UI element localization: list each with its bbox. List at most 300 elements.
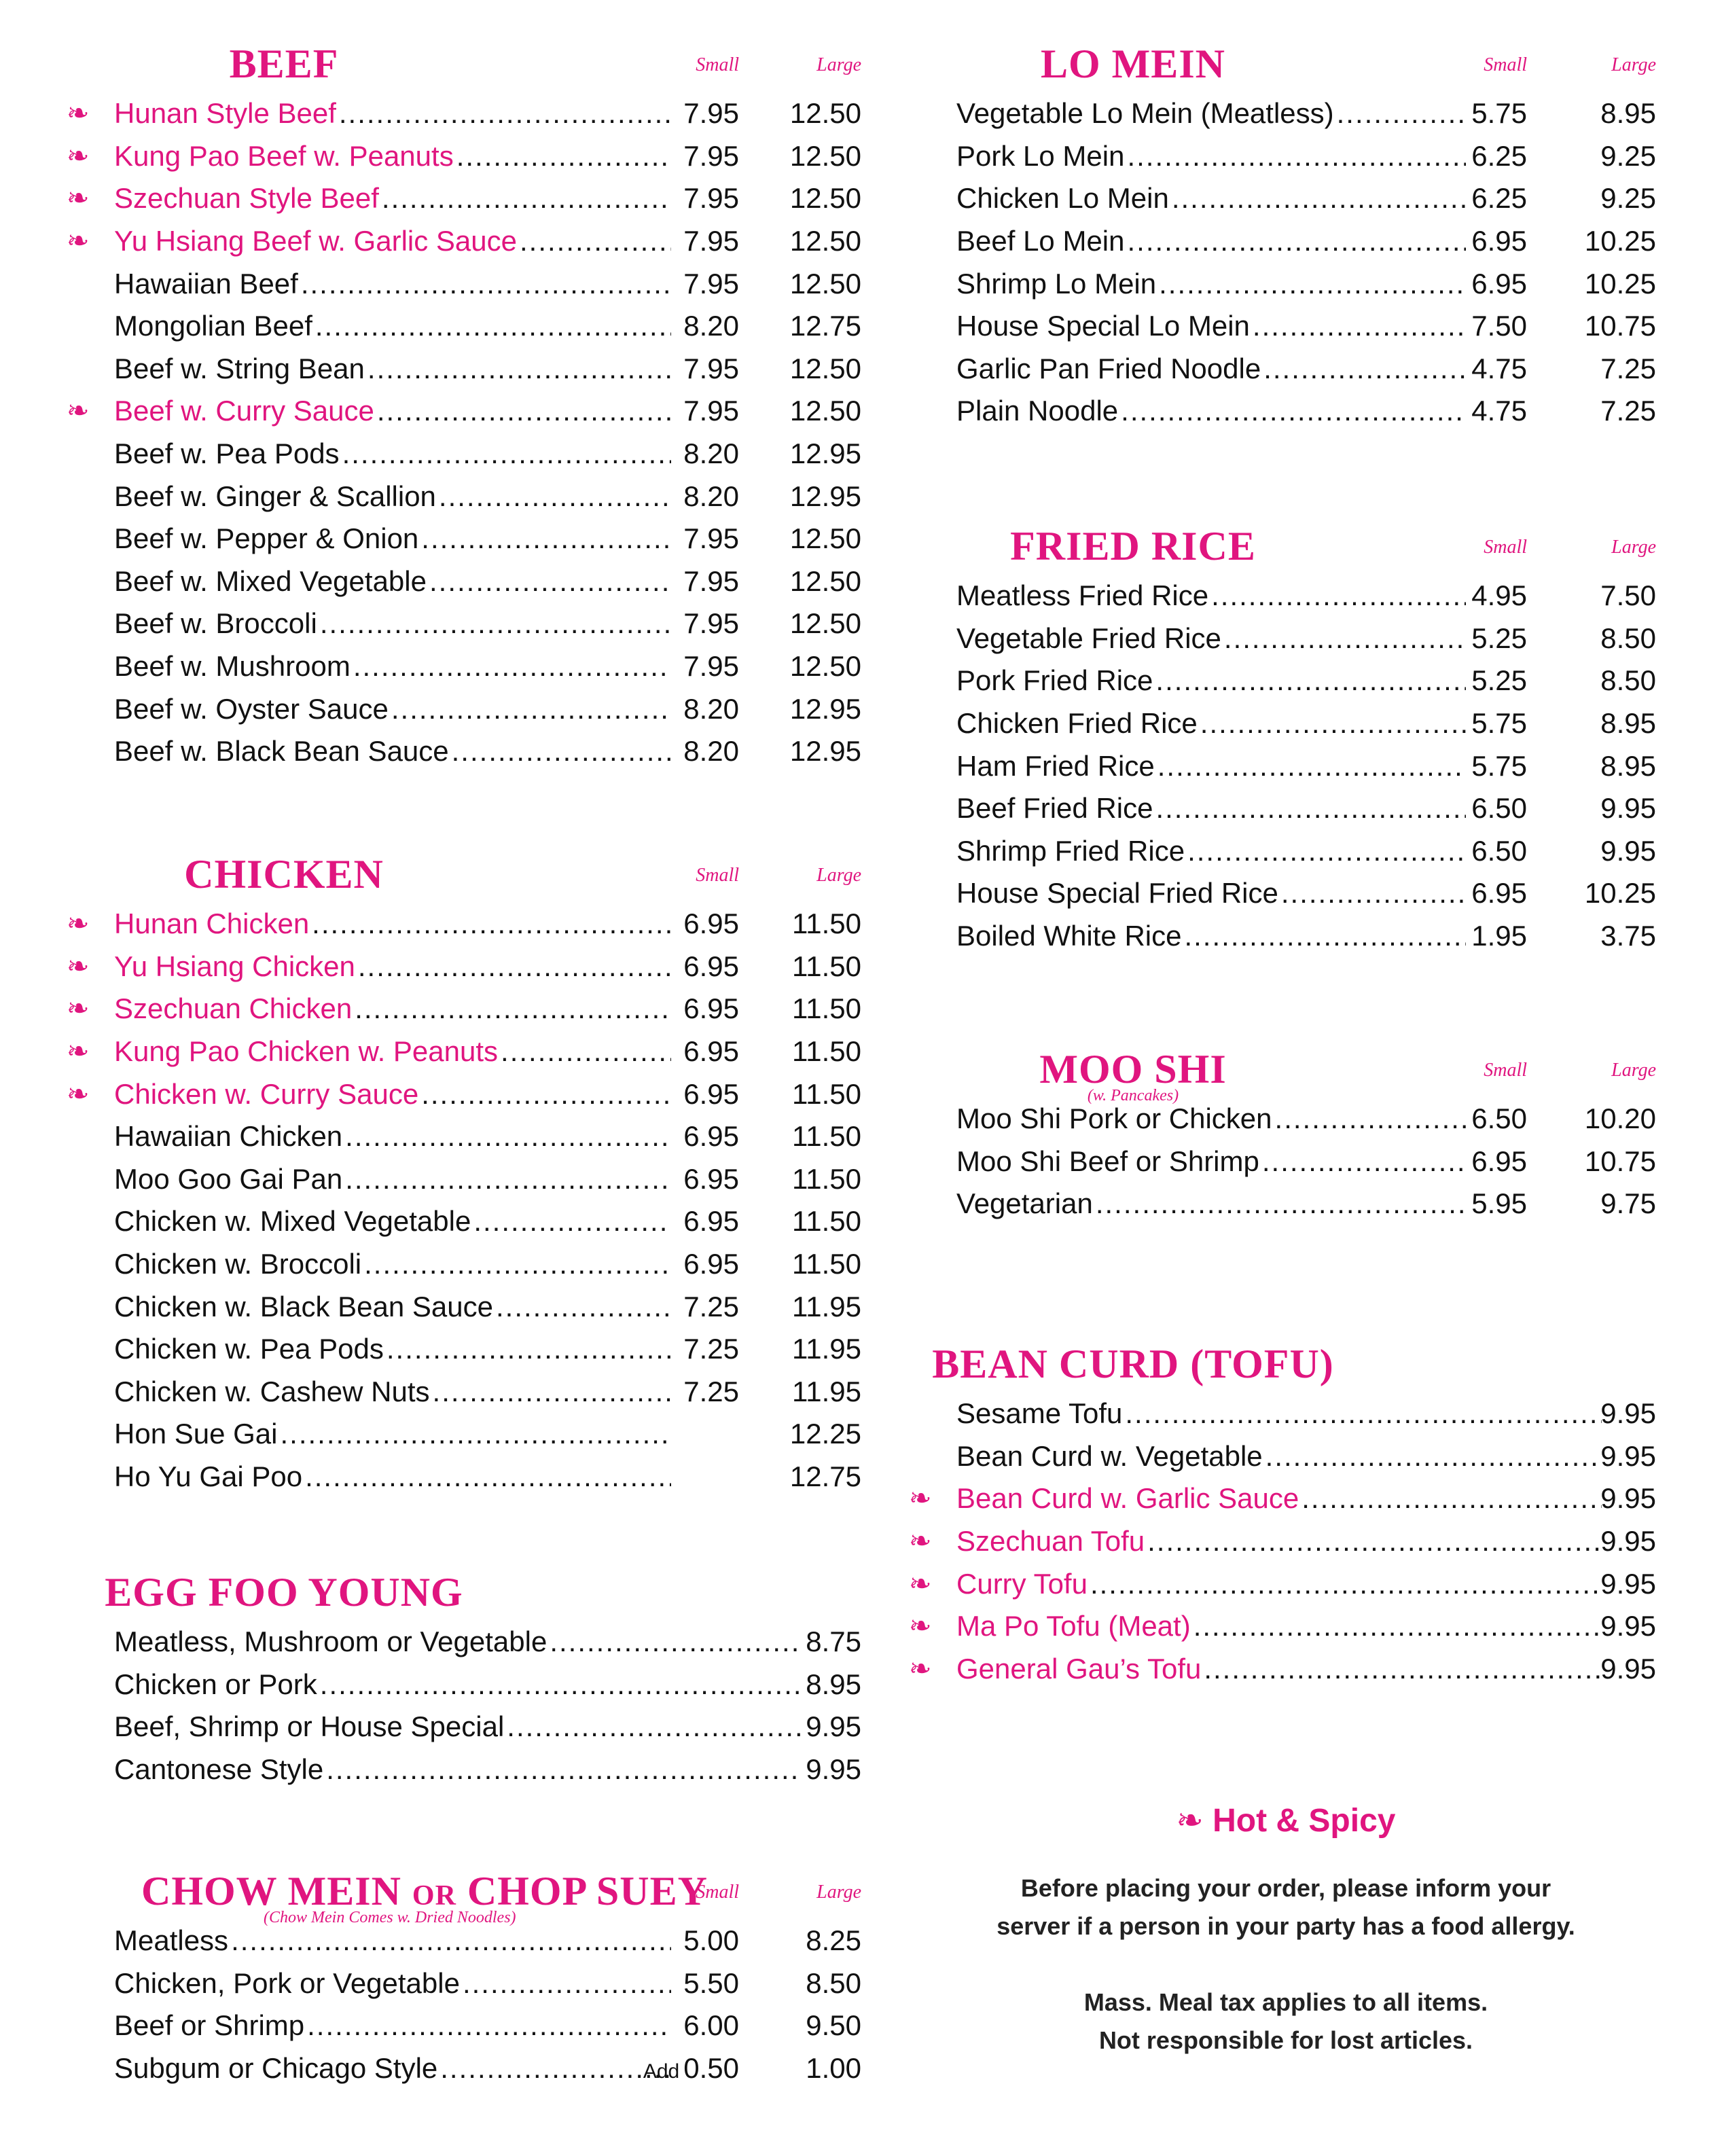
price-small-value: 6.95 [683,1205,739,1238]
item-name: Beef w. Pea Pods [114,437,340,470]
item-name: Hon Sue Gai [114,1418,278,1450]
menu-item [67,177,882,220]
price-small [683,950,739,983]
menu-item [67,687,882,730]
price-large: 12.50 [789,97,861,130]
price-small [1471,707,1527,740]
price-small-value: 7.95 [683,97,739,130]
menu-item-list [909,92,1724,433]
price-small-value: 7.95 [683,650,739,683]
small-size-header: Small [1484,1060,1527,1081]
menu-item [909,617,1724,660]
price-small [1471,1187,1527,1220]
menu-item [909,575,1724,617]
spicy-leaf-icon: ❧ [909,1526,932,1557]
menu-item [67,305,882,348]
price-large: 3.75 [1600,920,1656,952]
section-subtitle: (Chow Mein Comes w. Dried Noodles) [264,1909,516,1926]
price-small-value: 6.95 [683,1035,739,1068]
spicy-leaf-icon: ❧ [909,1611,932,1642]
price-small-value: 7.25 [683,1375,739,1407]
price-large: 8.95 [1600,97,1656,130]
menu-item-list [67,1621,882,1791]
section-header [67,1569,882,1621]
price-large: 11.50 [792,1120,861,1153]
menu-item [909,1098,1724,1140]
price-large: 9.95 [1600,1397,1656,1430]
price-small-value: 6.95 [1471,877,1527,910]
menu-item [67,433,882,475]
dot-leader [1157,750,1466,783]
spicy-leaf-icon: ❧ [67,1079,90,1109]
item-name-leader [956,182,1466,215]
section-chow-mein [67,1868,882,2089]
menu-item [67,518,882,560]
item-name: Moo Shi Beef or Shrimp [956,1145,1259,1177]
price-small [683,522,739,555]
item-name-leader [956,353,1466,385]
price-large: 11.95 [792,1333,861,1365]
price-small-value: 6.95 [1471,1145,1527,1177]
spicy-leaf-icon: ❧ [909,1653,932,1684]
menu-item [909,1393,1724,1435]
item-name-leader [114,225,671,257]
item-name: Beef Lo Mein [956,225,1125,257]
price-small-value: 5.75 [1471,749,1527,782]
price-small-value: 7.50 [1471,310,1527,342]
item-name-leader [956,268,1466,300]
dot-leader [507,1710,800,1743]
dot-leader [307,2009,671,2042]
small-size-header: Small [696,865,739,886]
price-large: 11.95 [792,1375,861,1407]
item-name-leader [956,1525,1602,1558]
menu-item [909,744,1724,787]
item-name: Beef, Shrimp or House Special [114,1710,505,1743]
item-name: Beef w. Curry Sauce [114,395,374,427]
menu-item [67,135,882,178]
item-name: Kung Pao Chicken w. Peanuts [114,1035,499,1068]
price-small-value: 7.95 [683,352,739,384]
price-small [683,1376,739,1408]
item-name: Moo Shi Pork or Chicken [956,1102,1272,1135]
menu-item-list [67,1920,882,2089]
menu-item [67,2047,882,2090]
item-name: Chicken w. Pea Pods [114,1333,384,1365]
section-header [67,851,882,903]
price-large: 8.50 [1600,664,1656,697]
price-small-value: 8.20 [683,692,739,725]
dot-leader [345,1163,671,1196]
price-large: 9.95 [1600,1567,1656,1600]
price-small [1471,664,1527,697]
small-size-header: Small [1484,54,1527,75]
menu-item [67,2005,882,2047]
price-small-value: 6.95 [683,1120,739,1153]
dot-leader [1281,877,1466,910]
item-name: Meatless, Mushroom or Vegetable [114,1625,547,1658]
menu-item [909,1520,1724,1563]
item-name-leader [114,1753,800,1786]
price-small [1471,395,1527,427]
price-small-value: 7.95 [683,267,739,300]
item-name-leader [114,1710,800,1743]
menu-item [67,1413,882,1456]
large-size-header: Large [816,54,861,75]
section-beef [67,41,882,773]
section-title: FRIED RICE [1010,524,1256,569]
dot-leader [439,480,671,513]
price-small-value: 7.95 [683,395,739,427]
dot-leader [1147,1525,1602,1558]
menu-item [909,1477,1724,1520]
item-name-leader [956,792,1466,825]
price-small-value: 4.95 [1471,579,1527,612]
price-small [683,395,739,427]
price-large: 10.25 [1584,225,1656,257]
menu-item [909,1435,1724,1478]
item-name-leader [114,1035,671,1068]
price-large: 11.95 [792,1290,861,1323]
section-title: CHICKEN [184,852,384,897]
price-large: 12.50 [789,182,861,215]
large-size-header: Large [816,865,861,886]
menu-item-list [909,575,1724,957]
dot-leader [1187,835,1466,867]
dot-leader [421,522,671,555]
price-large: 11.50 [792,1077,861,1110]
price-small [1471,835,1527,867]
spicy-leaf-icon: ❧ [67,396,90,427]
price-large: 8.95 [806,1668,861,1700]
price-large: 12.75 [789,1460,861,1493]
item-name-leader [114,437,671,470]
item-name: Meatless [114,1924,229,1957]
dot-leader [280,1418,671,1450]
dot-leader [1224,622,1466,655]
section-header [909,1341,1724,1393]
item-name: Beef w. String Bean [114,352,365,384]
menu-item [67,390,882,433]
dot-leader [342,437,671,470]
dot-leader [301,268,671,300]
price-small-value: 6.50 [1471,1102,1527,1135]
section-header [67,1868,882,1926]
spicy-leaf-icon: ❧ [67,226,90,257]
menu-item [67,1030,882,1073]
price-large: 8.50 [806,1966,861,1999]
price-small [683,310,739,342]
price-large: 8.95 [1600,707,1656,740]
dot-leader [452,735,671,768]
price-small-value: 0.50 [683,2052,739,2085]
dot-leader [1262,1145,1466,1178]
spicy-leaf-icon: ❧ [67,141,90,171]
item-name-leader [114,565,671,598]
item-name: Szechuan Style Beef [114,182,379,215]
menu-item [67,1920,882,1962]
price-small-value: 5.95 [1471,1187,1527,1220]
item-name-leader [114,992,671,1025]
item-name: Beef w. Mixed Vegetable [114,564,427,597]
price-large: 10.25 [1584,877,1656,910]
dot-leader [429,565,671,598]
menu-item [67,903,882,946]
dot-leader [1155,664,1466,697]
spicy-leaf-icon: ❧ [909,1484,932,1514]
price-small-value: 5.75 [1471,707,1527,740]
price-small [683,225,739,257]
item-name: Chicken w. Curry Sauce [114,1077,419,1110]
price-small-value: 4.75 [1471,352,1527,384]
price-large: 8.25 [806,1924,861,1957]
dot-leader [1263,353,1466,385]
price-small [1471,182,1527,215]
dot-leader [1211,579,1466,612]
item-name-leader [114,1376,671,1408]
dot-leader [456,140,671,173]
dot-leader [433,1376,671,1408]
hot-spicy-legend [909,1801,1663,1839]
price-small-value: 6.95 [683,1077,739,1110]
price-small [683,97,739,130]
dot-leader [231,1924,671,1957]
price-small-value: 5.25 [1471,664,1527,697]
item-name-leader [114,97,671,130]
item-name: Meatless Fried Rice [956,579,1209,612]
menu-item [67,220,882,263]
small-size-header: Small [696,54,739,75]
item-name: House Special Lo Mein [956,310,1250,342]
price-small [683,140,739,173]
price-large: 9.95 [1600,1439,1656,1472]
price-small-value: 6.95 [683,1248,739,1280]
price-small [683,650,739,683]
price-large: 11.50 [792,1162,861,1195]
item-name-leader [114,310,671,342]
item-name: Ma Po Tofu (Meat) [956,1610,1191,1642]
large-size-header: Large [1611,537,1656,558]
item-name: Vegetarian [956,1187,1093,1220]
item-name: Chicken w. Mixed Vegetable [114,1205,471,1238]
item-name: General Gau’s Tofu [956,1652,1202,1685]
price-small [683,1924,739,1957]
item-name: Beef w. Ginger & Scallion [114,480,436,512]
section-header [67,41,882,92]
price-large: 7.25 [1600,352,1656,384]
price-small-value: 6.25 [1471,182,1527,215]
item-name-leader [956,1145,1466,1178]
price-small [683,480,739,513]
menu-item [909,830,1724,873]
menu-item [67,560,882,603]
menu-item [909,390,1724,433]
dot-leader [353,650,671,683]
item-name-leader [114,268,671,300]
dot-leader [312,908,671,940]
menu-item [909,872,1724,915]
price-large: 12.95 [789,735,861,768]
price-large: 12.95 [789,437,861,470]
menu-item [67,946,882,988]
item-name: Shrimp Fried Rice [956,834,1185,867]
dot-leader [1159,268,1466,300]
item-name: Yu Hsiang Beef w. Garlic Sauce [114,225,517,257]
section-title: BEAN CURD (TOFU) [932,1342,1334,1386]
dot-leader [320,1668,800,1701]
menu-item [909,177,1724,220]
spicy-leaf-icon: ❧ [67,98,90,129]
price-small-value: 6.95 [683,950,739,982]
section-header [909,523,1724,575]
price-small [1471,97,1527,130]
price-small-value: 6.00 [683,2009,739,2042]
price-small [683,607,739,640]
menu-item [909,1562,1724,1605]
dot-leader [305,1460,671,1493]
price-small [683,1078,739,1111]
price-small [1471,140,1527,173]
spicy-leaf-icon: ❧ [67,994,90,1024]
price-large: 8.75 [806,1625,861,1658]
item-name: Szechuan Chicken [114,992,353,1025]
price-large: 12.75 [789,310,861,342]
menu-item [909,262,1724,305]
price-small-value: 8.20 [683,480,739,512]
price-small [683,1035,739,1068]
item-name: Garlic Pan Fried Noodle [956,352,1261,384]
menu-item [67,348,882,391]
price-small [683,735,739,768]
tax-notice [909,1983,1663,2060]
dot-leader [1172,182,1466,215]
price-small-value: 6.25 [1471,139,1527,172]
item-name-leader [956,225,1466,257]
item-name-leader [956,1568,1602,1600]
dot-leader [377,395,671,427]
menu-item-list [909,1098,1724,1225]
legend-label: Hot & Spicy [1213,1803,1396,1839]
spicy-leaf-icon: ❧ [67,183,90,214]
item-name-leader [114,1120,671,1153]
price-small-value: 6.50 [1471,834,1527,867]
menu-item [909,220,1724,263]
dot-leader [1127,140,1466,173]
item-name: Plain Noodle [956,395,1119,427]
price-small [1471,920,1527,952]
price-large: 10.25 [1584,267,1656,300]
dot-leader [1275,1102,1466,1135]
price-small-value: 7.95 [683,564,739,597]
item-name-leader [114,1163,671,1196]
price-large: 11.50 [792,1248,861,1280]
item-name-leader [114,1205,671,1238]
dot-leader [1200,707,1466,740]
item-name: Hunan Chicken [114,908,310,940]
price-small-value: 6.95 [683,1162,739,1195]
price-small [683,908,739,940]
menu-item [909,702,1724,745]
price-large: 11.50 [792,908,861,940]
item-name-leader [956,622,1466,655]
price-large: 12.50 [789,522,861,555]
item-name: Beef Fried Rice [956,792,1153,825]
item-name-leader [114,1333,671,1365]
item-name-leader [114,480,671,513]
dot-leader [391,693,671,725]
price-large: 9.95 [1600,1525,1656,1558]
section-title: BEEF [229,41,339,86]
item-name: Chicken w. Broccoli [114,1248,362,1280]
price-large: 9.50 [806,2009,861,2042]
menu-item [67,1243,882,1286]
dot-leader [473,1205,671,1238]
price-large: 11.50 [792,1205,861,1238]
item-name: Vegetable Lo Mein (Meatless) [956,97,1334,130]
section-header [909,1046,1724,1104]
item-name-leader [956,877,1466,910]
dot-leader [550,1625,800,1658]
dot-leader [367,353,671,385]
price-small [1471,353,1527,385]
item-name-leader [956,1653,1602,1685]
price-small-value: 5.50 [683,1966,739,1999]
menu-item [67,1962,882,2005]
item-name-leader [956,310,1466,342]
section-fried-rice [909,523,1724,957]
section-title: MOO SHI [1039,1047,1227,1092]
menu-item-list [67,92,882,773]
item-name: Kung Pao Beef w. Peanuts [114,139,454,172]
item-name: Hawaiian Chicken [114,1120,343,1153]
menu-item [909,1183,1724,1225]
dot-leader [339,97,671,130]
price-small-value: 8.20 [683,310,739,342]
item-name: Pork Lo Mein [956,139,1125,172]
menu-item [67,1456,882,1498]
price-large: 7.50 [1600,579,1656,612]
price-small-value: 8.20 [683,437,739,470]
item-name: Vegetable Fried Rice [956,622,1221,654]
price-large: 9.95 [806,1710,861,1743]
price-large: 12.50 [789,564,861,597]
price-large: 12.25 [789,1418,861,1450]
item-name-leader [956,1102,1466,1135]
item-name-leader [956,920,1466,952]
price-large: 8.50 [1600,622,1656,654]
price-large: 10.75 [1584,310,1656,342]
menu-item [909,787,1724,830]
item-name-leader [956,707,1466,740]
dot-leader [1128,225,1467,257]
price-large: 11.50 [792,1035,861,1068]
menu-item [67,475,882,518]
price-small [683,268,739,300]
allergy-line-1: Before placing your order, please inform your [1020,1874,1551,1902]
item-name-leader [956,579,1466,612]
item-name: Beef w. Mushroom [114,650,351,683]
large-size-header: Large [1611,54,1656,75]
price-small-value: 8.20 [683,735,739,768]
menu-item [67,730,882,773]
price-large: 11.50 [792,950,861,982]
price-small [683,693,739,725]
dot-leader [440,2052,671,2085]
lost-articles-line: Not responsible for lost articles. [1098,2026,1473,2054]
item-name: House Special Fried Rice [956,877,1278,910]
item-name-leader [956,1482,1602,1515]
item-name: Subgum or Chicago Style [114,2052,438,2085]
